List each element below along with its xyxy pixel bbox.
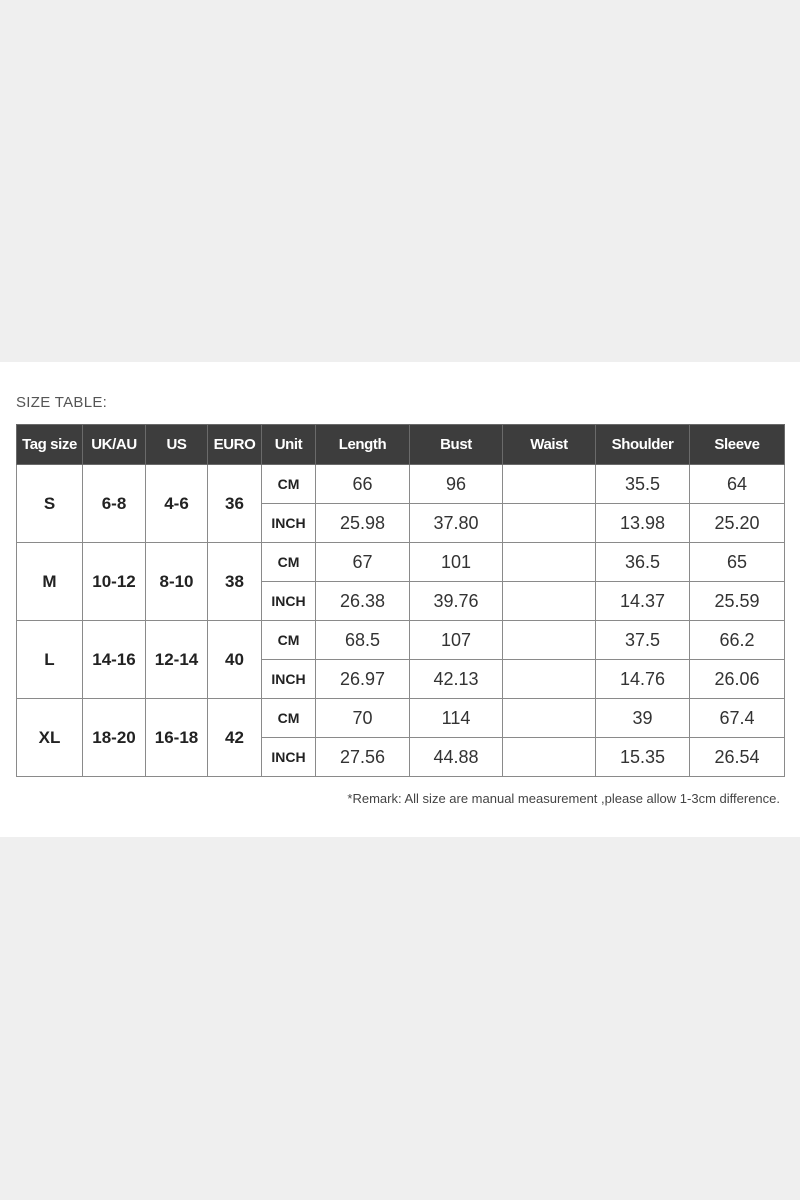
bust-cell: 44.88 [410,738,503,777]
shoulder-cell: 36.5 [596,543,690,582]
shoulder-cell: 39 [596,699,690,738]
header-sleeve: Sleeve [690,425,785,465]
bust-cell: 37.80 [410,504,503,543]
uk-au-cell: 10-12 [83,543,146,621]
euro-cell: 42 [208,699,262,777]
unit-cell: INCH [262,504,316,543]
size-table-panel [0,362,800,837]
sleeve-cell: 25.20 [690,504,785,543]
euro-cell: 36 [208,465,262,543]
table-row [17,543,785,582]
length-cell: 27.56 [316,738,410,777]
bust-cell: 39.76 [410,582,503,621]
shoulder-cell: 14.76 [596,660,690,699]
waist-cell [503,699,596,738]
uk-au-cell: 18-20 [83,699,146,777]
unit-cell: CM [262,699,316,738]
sleeve-cell: 66.2 [690,621,785,660]
header-uk-au: UK/AU [83,425,146,465]
shoulder-cell: 15.35 [596,738,690,777]
header-waist: Waist [503,425,596,465]
length-cell: 26.38 [316,582,410,621]
header-bust: Bust [410,425,503,465]
shoulder-cell: 37.5 [596,621,690,660]
length-cell: 67 [316,543,410,582]
us-cell: 16-18 [146,699,208,777]
length-cell: 66 [316,465,410,504]
shoulder-cell: 13.98 [596,504,690,543]
sleeve-cell: 65 [690,543,785,582]
tag-size-cell: M [17,543,83,621]
euro-cell: 38 [208,543,262,621]
sleeve-cell: 64 [690,465,785,504]
size-table [16,424,785,777]
sleeve-cell: 26.06 [690,660,785,699]
waist-cell [503,582,596,621]
table-row [17,465,785,504]
sleeve-cell: 26.54 [690,738,785,777]
us-cell: 8-10 [146,543,208,621]
table-row [17,699,785,738]
header-length: Length [316,425,410,465]
header-euro: EURO [208,425,262,465]
unit-cell: CM [262,621,316,660]
unit-cell: INCH [262,582,316,621]
sleeve-cell: 25.59 [690,582,785,621]
bust-cell: 107 [410,621,503,660]
waist-cell [503,543,596,582]
euro-cell: 40 [208,621,262,699]
shoulder-cell: 14.37 [596,582,690,621]
table-row [17,621,785,660]
unit-cell: CM [262,543,316,582]
header-unit: Unit [262,425,316,465]
length-cell: 70 [316,699,410,738]
waist-cell [503,504,596,543]
us-cell: 12-14 [146,621,208,699]
bust-cell: 114 [410,699,503,738]
sleeve-cell: 67.4 [690,699,785,738]
unit-cell: CM [262,465,316,504]
tag-size-cell: S [17,465,83,543]
waist-cell [503,621,596,660]
shoulder-cell: 35.5 [596,465,690,504]
us-cell: 4-6 [146,465,208,543]
remark-note: *Remark: All size are manual measurement ,please allow 1-3cm difference. [347,791,780,806]
header-shoulder: Shoulder [596,425,690,465]
size-table-title: SIZE TABLE: [16,394,108,411]
length-cell: 68.5 [316,621,410,660]
unit-cell: INCH [262,738,316,777]
uk-au-cell: 14-16 [83,621,146,699]
header-row [17,425,785,465]
unit-cell: INCH [262,660,316,699]
waist-cell [503,660,596,699]
length-cell: 26.97 [316,660,410,699]
tag-size-cell: L [17,621,83,699]
tag-size-cell: XL [17,699,83,777]
waist-cell [503,465,596,504]
bust-cell: 42.13 [410,660,503,699]
waist-cell [503,738,596,777]
header-us: US [146,425,208,465]
bust-cell: 96 [410,465,503,504]
length-cell: 25.98 [316,504,410,543]
header-tag-size: Tag size [17,425,83,465]
uk-au-cell: 6-8 [83,465,146,543]
bust-cell: 101 [410,543,503,582]
